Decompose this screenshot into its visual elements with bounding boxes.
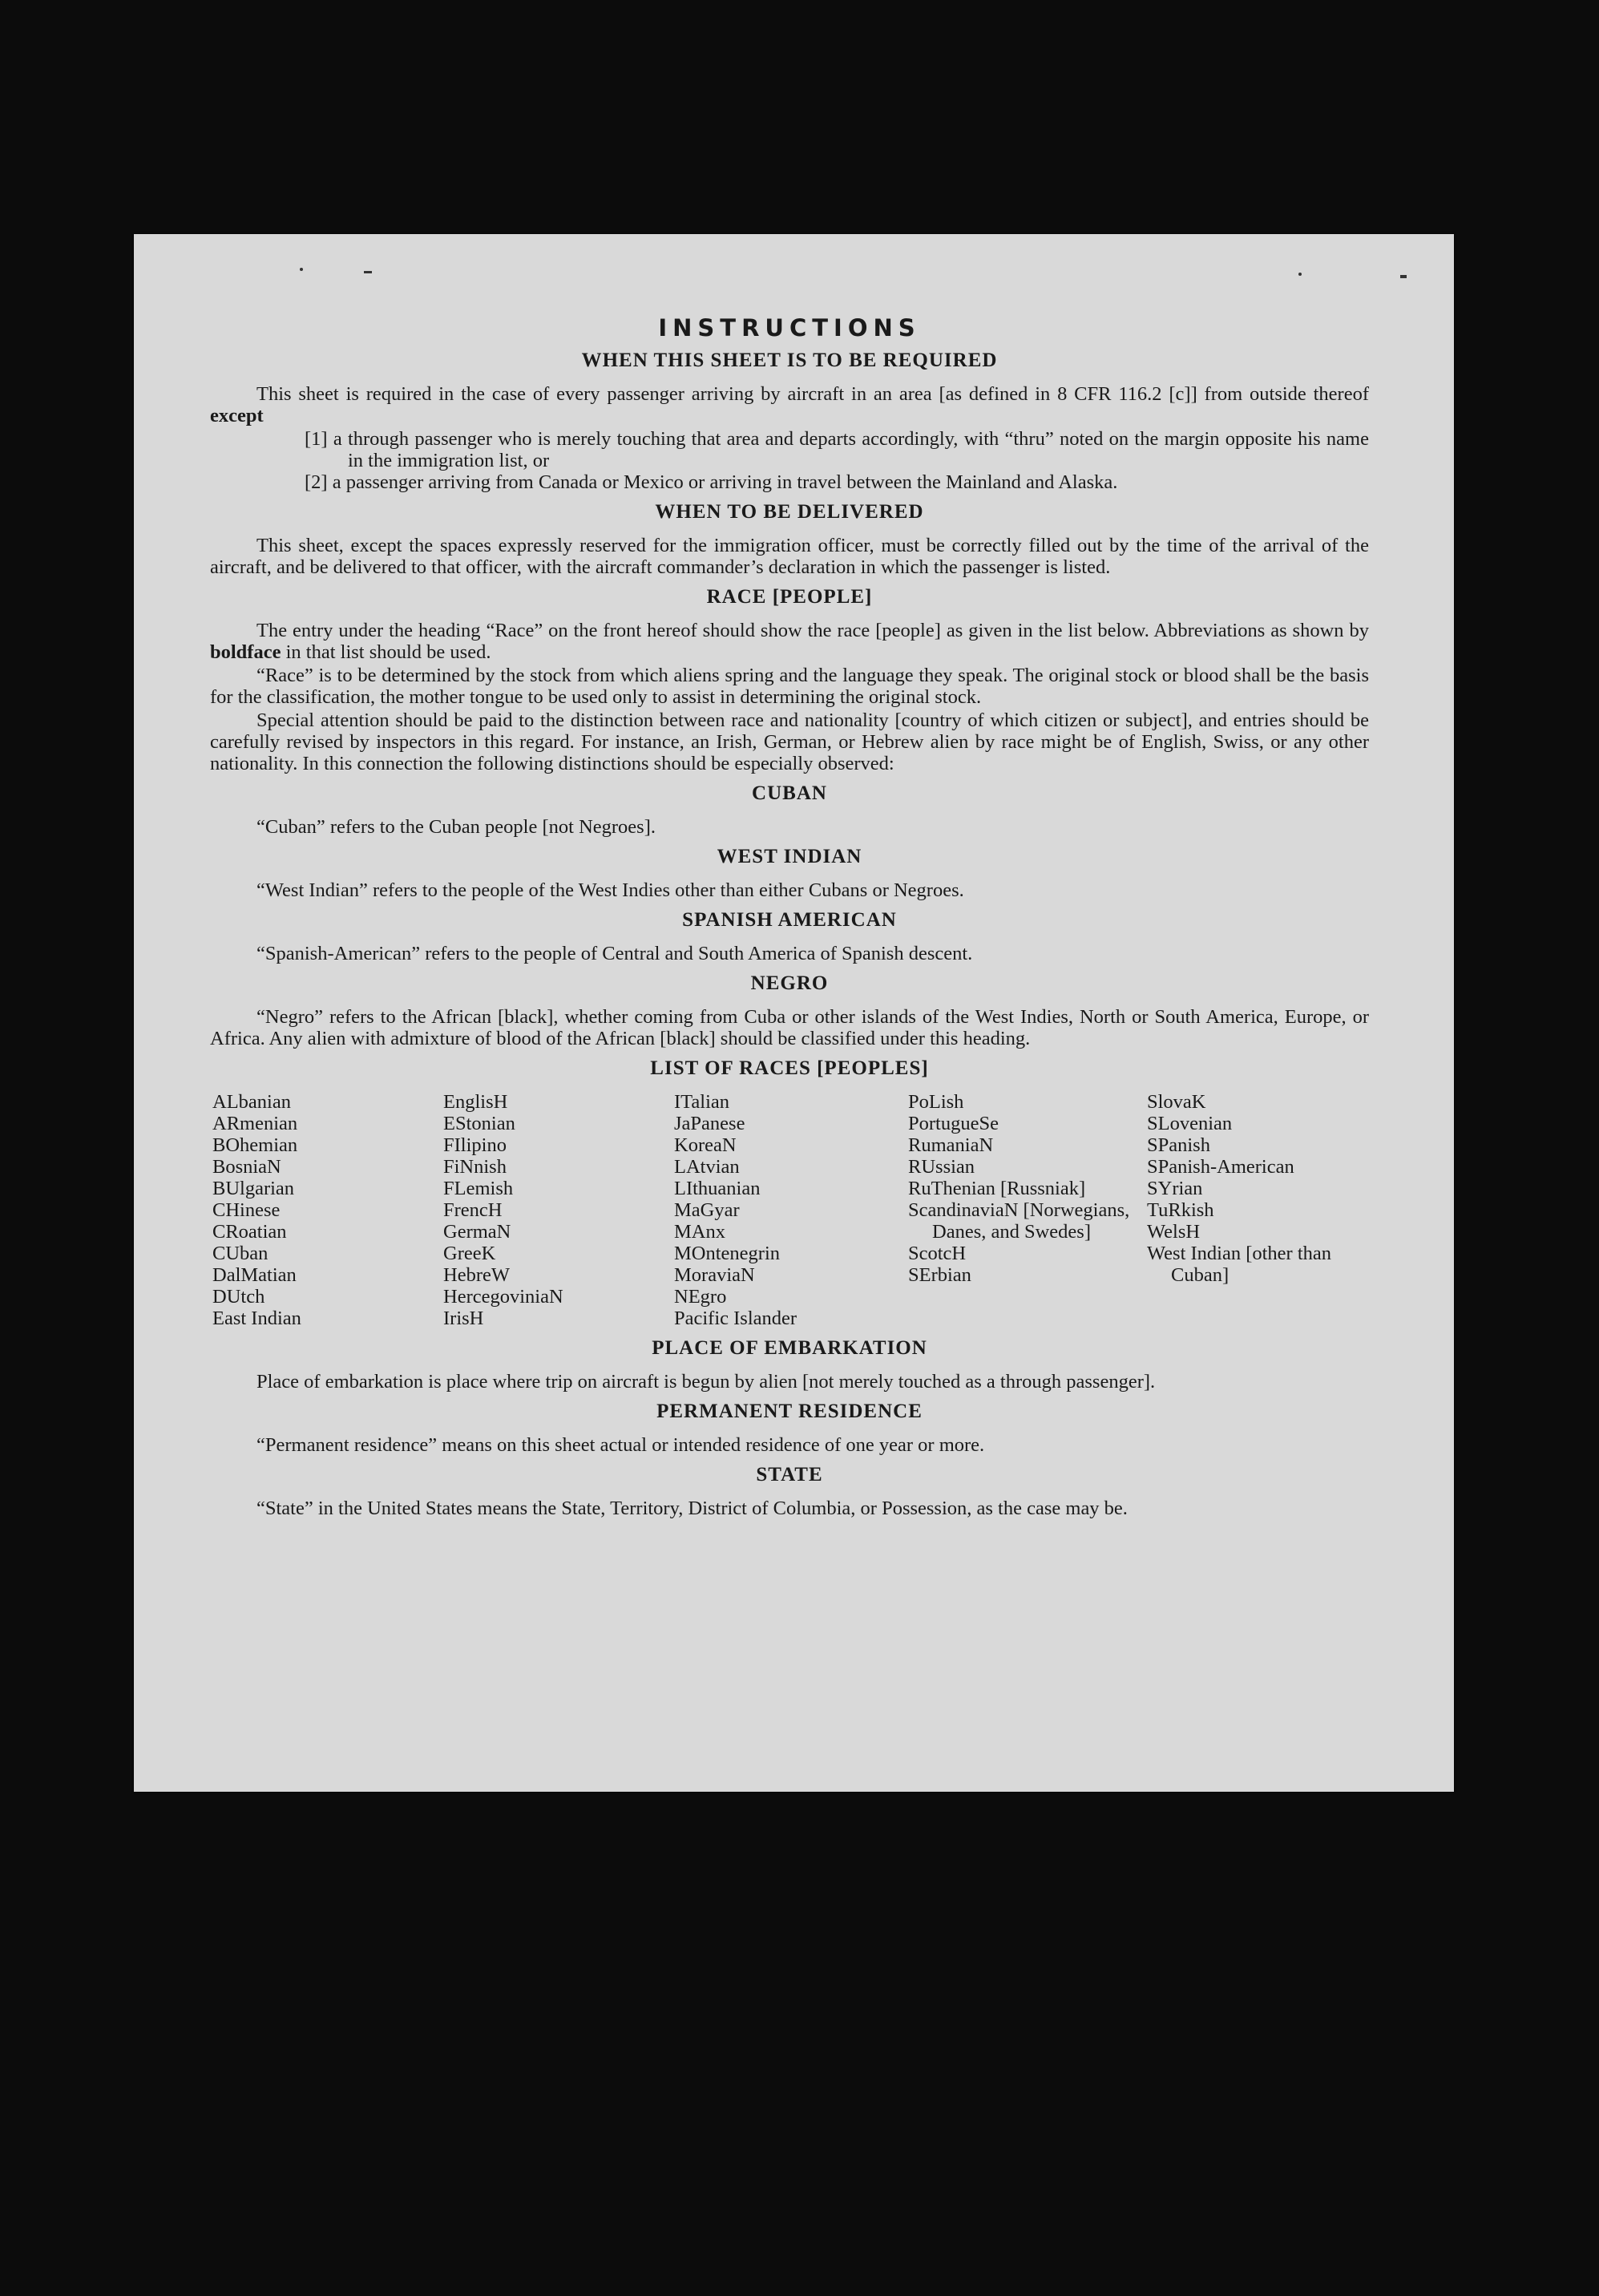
race-entry: PortugueSe: [908, 1113, 999, 1134]
heading-west-indian: WEST INDIAN: [717, 846, 862, 867]
race-entry: SLovenian: [1147, 1113, 1233, 1134]
heading-negro: NEGRO: [750, 972, 829, 994]
race-entry: SPanish: [1147, 1134, 1210, 1156]
heading-spanish-american: SPANISH AMERICAN: [682, 909, 897, 931]
race-entry: JaPanese: [674, 1113, 745, 1134]
race-entry: PoLish: [908, 1091, 964, 1113]
race-entry: CUban: [212, 1243, 269, 1264]
west-indian-text: “West Indian” refers to the people of the West Indies other than either Cubans or Negroes.: [256, 879, 964, 901]
race-paragraph-3: Special attention should be paid to the distinction between race and nationality [country of which citizen or subject], and entries should be carefully revised by inspectors in this regard. For instance, an Irish, German, or Hebrew alien by race might be of English, Swiss, or any other nationality. In this connection the following distinctions should be especially observed:: [210, 709, 1369, 774]
races-column-3: [674, 1091, 908, 1329]
race-entry: RumaniaN: [908, 1134, 994, 1156]
race-entry: LIthuanian: [674, 1178, 761, 1199]
race-entry: FIlipino: [443, 1134, 507, 1156]
heading-when-required: WHEN THIS SHEET IS TO BE REQUIRED: [581, 350, 998, 371]
race-entry: RuThenian [Russniak]: [908, 1178, 1086, 1199]
cuban-text: “Cuban” refers to the Cuban people [not Negroes].: [256, 816, 656, 838]
race-entry: GreeK: [443, 1243, 496, 1264]
races-table: [212, 1091, 1369, 1329]
race-entry: HercegoviniaN: [443, 1286, 563, 1308]
race-entry: IrisH: [443, 1308, 484, 1329]
race-entry: BosniaN: [212, 1156, 281, 1178]
race-entry: Pacific Islander: [674, 1308, 797, 1329]
heading-when-delivered: WHEN TO BE DELIVERED: [655, 501, 924, 523]
ink-speck: [1298, 273, 1302, 276]
document-title: INSTRUCTIONS: [658, 314, 921, 342]
exception-item-1: [1] a through passenger who is merely touching that area and departs accordingly, with “thru” noted on the margin opposite his name in the immigration list, or: [305, 428, 1369, 471]
heading-race: RACE [PEOPLE]: [706, 586, 873, 608]
embarkation-text: Place of embarkation is place where trip on aircraft is begun by alien [not merely touched as a through passenger].: [256, 1371, 1156, 1393]
required-intro-text: This sheet is required in the case of every passenger arriving by aircraft in an area [as defined in 8 CFR 116.2 [c]] from outside thereof: [256, 383, 1369, 405]
ink-speck: [364, 271, 372, 273]
negro-text: “Negro” refers to the African [black], whether coming from Cuba or other islands of the West Indies, North or South America, Europe, or Africa. Any alien with admixture of blood of the African [black] should be classified under this heading.: [210, 1006, 1369, 1049]
race-entry: ScandinaviaN [Norwegians, Danes, and Swedes]: [908, 1199, 1130, 1243]
race-entry: LAtvian: [674, 1156, 740, 1178]
race-p1-text-b: in that list should be used.: [285, 641, 491, 663]
race-entry: ITalian: [674, 1091, 730, 1113]
race-entry: MAnx: [674, 1221, 725, 1243]
race-entry: HebreW: [443, 1264, 510, 1286]
race-entry: DalMatian: [212, 1264, 297, 1286]
race-entry: MOntenegrin: [674, 1243, 780, 1264]
race-entry: RUssian: [908, 1156, 975, 1178]
race-entry: NEgro: [674, 1286, 727, 1308]
race-entry: ScotcH: [908, 1243, 967, 1264]
races-column-4: [908, 1091, 1147, 1329]
delivered-text: This sheet, except the spaces expressly reserved for the immigration officer, must be correctly filled out by the time of the arrival of the aircraft, and be delivered to that officer, with the aircraft commander’s declaration in which the passenger is listed.: [210, 535, 1369, 578]
exception-item-2: [2] a passenger arriving from Canada or Mexico or arriving in travel between the Mainland and Alaska.: [305, 471, 1118, 493]
race-entry: East Indian: [212, 1308, 301, 1329]
race-entry: FLemish: [443, 1178, 514, 1199]
race-entry: SlovaK: [1147, 1091, 1206, 1113]
races-column-1: [212, 1091, 443, 1329]
heading-permanent-residence: PERMANENT RESIDENCE: [656, 1401, 923, 1422]
race-entry: EStonian: [443, 1113, 515, 1134]
ink-speck: [300, 268, 303, 271]
race-entry: ALbanian: [212, 1091, 291, 1113]
race-entry: CHinese: [212, 1199, 281, 1221]
required-intro-bold: except: [210, 405, 264, 426]
ink-speck: [1400, 275, 1407, 278]
residence-text: “Permanent residence” means on this sheet actual or intended residence of one year or more.: [256, 1434, 985, 1456]
race-entry: DUtch: [212, 1286, 265, 1308]
race-entry: BOhemian: [212, 1134, 298, 1156]
race-entry: MaGyar: [674, 1199, 740, 1221]
race-entry: West Indian [other than Cuban]: [1147, 1243, 1332, 1286]
heading-cuban: CUBAN: [752, 782, 827, 804]
race-entry: GermaN: [443, 1221, 511, 1243]
race-entry: SYrian: [1147, 1178, 1203, 1199]
race-entry: CRoatian: [212, 1221, 287, 1243]
race-paragraph-2: “Race” is to be determined by the stock from which aliens spring and the language they speak. The original stock or blood shall be the basis for the classification, the mother tongue to be used only to assist in determining the original stock.: [210, 665, 1369, 708]
race-p1-text-a: The entry under the heading “Race” on the front hereof should show the race [people] as given in the list below. Abbreviations as shown by: [256, 620, 1369, 641]
required-intro: [210, 383, 1369, 426]
heading-list-of-races: LIST OF RACES [PEOPLES]: [650, 1057, 929, 1079]
race-entry: SPanish-American: [1147, 1156, 1294, 1178]
heading-state: STATE: [756, 1464, 823, 1486]
state-text: “State” in the United States means the State, Territory, District of Columbia, or Possession, as the case may be.: [256, 1498, 1128, 1519]
race-entry: TuRkish: [1147, 1199, 1214, 1221]
race-entry: MoraviaN: [674, 1264, 755, 1286]
race-p1-bold: boldface: [210, 641, 281, 663]
document-content: [210, 314, 1369, 1521]
race-entry: SErbian: [908, 1264, 971, 1286]
spanish-american-text: “Spanish-American” refers to the people of Central and South America of Spanish descent.: [256, 943, 973, 964]
race-entry: FiNnish: [443, 1156, 507, 1178]
race-entry: WelsH: [1147, 1221, 1201, 1243]
document-page: [134, 234, 1454, 1792]
exception-list: [210, 428, 1369, 493]
race-entry: EnglisH: [443, 1091, 508, 1113]
race-entry: FrencH: [443, 1199, 503, 1221]
race-paragraph-1: [210, 620, 1369, 663]
heading-embarkation: PLACE OF EMBARKATION: [652, 1337, 927, 1359]
race-entry: ARmenian: [212, 1113, 298, 1134]
race-entry: KoreaN: [674, 1134, 737, 1156]
races-column-2: [443, 1091, 674, 1329]
races-column-5: [1147, 1091, 1371, 1329]
race-entry: BUlgarian: [212, 1178, 295, 1199]
